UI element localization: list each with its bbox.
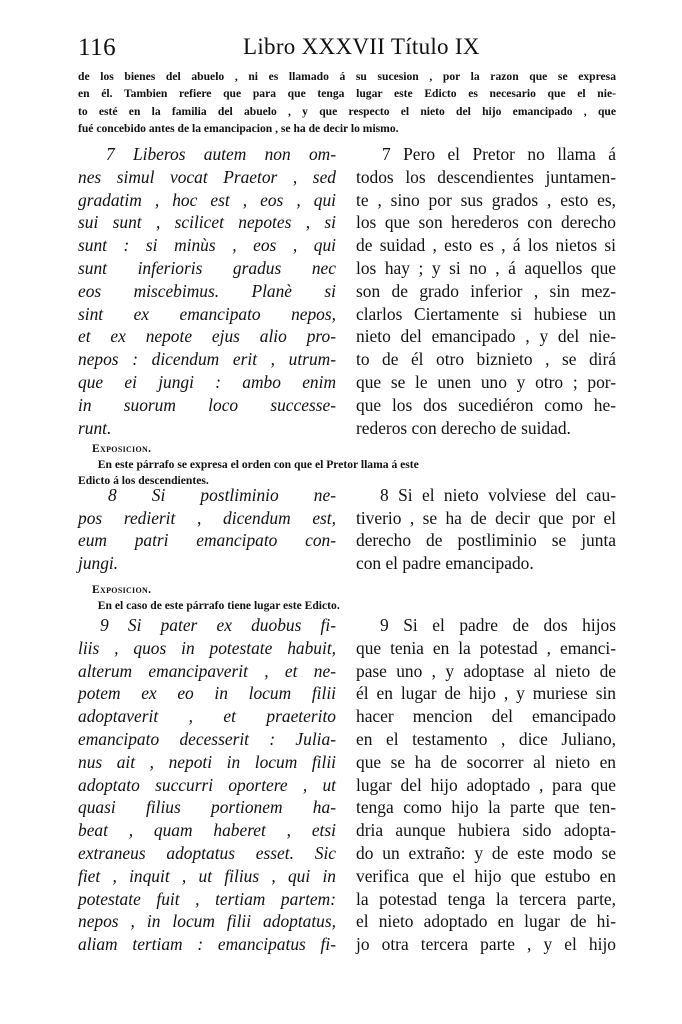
running-title: Libro XXXVII Título IX <box>243 34 480 59</box>
latin-line: sunt : si minùs , eos , qui <box>78 235 336 256</box>
exposicion-text: En este párrafo se expresa el orden con que el Pretor llama á este <box>97 458 419 471</box>
latin-text-section-8 <box>78 484 336 574</box>
exposicion-label: Exposicion. <box>92 583 152 596</box>
spanish-line: te , sino por sus grados , esto es, <box>356 189 616 210</box>
intro-line: to esté en la familia del abuelo , y que respecto el nieto del hijo emancipado , que <box>78 104 616 118</box>
spanish-line: él en lugar de hijo , y muriese sin <box>356 683 616 704</box>
spanish-line: hacer mencion del emancipado <box>356 706 616 727</box>
latin-text-section-9 <box>78 614 336 956</box>
exposicion-line: Edicto á los descendientes. <box>78 474 209 487</box>
latin-line: nepos , in locum filii adoptatus, <box>78 911 336 932</box>
exposicion-section-8 <box>92 582 616 614</box>
latin-line: 8 Si postliminio ne- <box>108 485 336 505</box>
latin-line: in suorum loco successe- <box>78 394 336 415</box>
latin-line: liis , quos in potestate habuit, <box>78 637 336 658</box>
spanish-line: 7 Pero el Pretor no llama á <box>382 144 616 164</box>
exposicion-text: En el caso de este párrafo tiene lugar este Edicto. <box>97 599 340 612</box>
latin-line: que ei jungi : ambo enim <box>78 371 336 392</box>
spanish-line: 8 Si el nieto volviese del cau- <box>380 485 616 505</box>
latin-line: eum patri emancipato con- <box>78 530 336 550</box>
latin-line: adoptato succurri oportere , ut <box>78 774 336 795</box>
latin-line: alterum emancipaverit , et ne- <box>78 660 336 681</box>
spanish-line: verifica que el hijo que estubo en <box>356 865 616 886</box>
spanish-line: en el testamento , dice Juliano, <box>356 728 616 749</box>
page-number: 116 <box>78 34 117 61</box>
latin-line: et ex nepote ejus alio pro- <box>78 326 336 347</box>
latin-line: potem ex eo in locum filii <box>78 683 336 704</box>
latin-line: sui sunt , scilicet nepotes , si <box>78 212 336 233</box>
spanish-line: la potestad tenga la tercera parte, <box>356 888 616 909</box>
latin-line: jungi. <box>78 552 119 573</box>
spanish-line: to de él otro biznieto , se dirá <box>356 349 616 370</box>
latin-line: sunt inferioris gradus nec <box>78 257 336 278</box>
exposicion-section-7 <box>78 441 616 489</box>
latin-line: adoptaverit , et praeterito <box>78 706 336 727</box>
latin-line: eos miscebimus. Planè si <box>78 280 336 301</box>
spanish-line: derecho de postliminio se junta <box>356 530 616 550</box>
latin-line: runt. <box>78 417 112 438</box>
spanish-line: con el padre emancipado. <box>356 552 534 573</box>
latin-line: aliam tertiam : emancipatus fi- <box>78 934 336 955</box>
page-header <box>78 34 618 64</box>
spanish-line: que tenia en la potestad , emanci- <box>356 637 616 658</box>
intro-line: de los bienes del abuelo , ni es llamado á su sucesion , por la razon que se expresa <box>78 70 616 83</box>
latin-line: 7 Liberos autem non om- <box>106 144 336 164</box>
latin-line: fiet , inquit , ut filius , qui in <box>78 865 336 886</box>
spanish-line: nieto del emancipado , y del nie- <box>356 326 616 347</box>
latin-line: nus ait , nepoti in locum filii <box>78 751 336 772</box>
spanish-line: el nieto adoptado en lugar de hi- <box>356 911 616 932</box>
latin-line: nepos : dicendum erit , utrum- <box>78 349 336 370</box>
spanish-line: jo otra tercera parte , y el hijo <box>356 934 616 955</box>
spanish-text-section-9 <box>356 614 616 956</box>
latin-line: quasi filius portionem ha- <box>78 797 336 818</box>
exposicion-line <box>92 582 616 614</box>
spanish-line: que los dos sucediéron como he- <box>356 394 616 415</box>
spanish-line: de suidad , esto es , á los nietos si <box>356 235 616 256</box>
latin-line: emancipato decesserit : Julia- <box>78 728 336 749</box>
intro-paragraph <box>78 68 616 137</box>
latin-line: sint ex emancipato nepos, <box>78 303 336 324</box>
latin-line: 9 Si pater ex duobus fi- <box>100 615 336 635</box>
spanish-line: pase uno , y adoptase al nieto de <box>356 660 616 681</box>
latin-line: extraneus adoptatus esset. Sic <box>78 842 336 863</box>
spanish-line: clarlos Ciertamente si hubiese un <box>356 303 616 324</box>
spanish-line: tiverio , se ha de decir que por el <box>356 507 616 528</box>
spanish-line: los que son herederos con derecho <box>356 212 616 233</box>
spanish-line: que se ha de socorrer al nieto en <box>356 751 616 772</box>
latin-line: beat , quam haberet , etsi <box>78 820 336 841</box>
latin-line: nes simul vocat Praetor , sed <box>78 166 336 187</box>
latin-line: gradatim , hoc est , eos , qui <box>78 189 336 210</box>
spanish-line: tenga como hijo la parte que ten- <box>356 797 616 818</box>
spanish-text-section-8 <box>356 484 616 574</box>
latin-line: pos redierit , dicendum est, <box>78 507 336 528</box>
spanish-line: son de grado inferior , sin mez- <box>356 280 616 301</box>
latin-line: potestate fuit , tertiam partem: <box>78 888 336 909</box>
spanish-line: que se le unen uno y otro ; por- <box>356 371 616 392</box>
exposicion-line <box>92 441 616 473</box>
intro-line: fué concebido antes de la emancipacion , se ha de decir lo mismo. <box>78 121 399 135</box>
exposicion-label: Exposicion. <box>92 442 152 455</box>
latin-text-section-7 <box>78 143 336 439</box>
spanish-line: lugar del hijo adoptado , para que <box>356 774 616 795</box>
spanish-line: rederos con derecho de suidad. <box>356 417 571 438</box>
spanish-line: dria aunque hubiera sido adopta- <box>356 820 616 841</box>
spanish-line: do un extraño: y de este modo se <box>356 842 616 863</box>
spanish-text-section-7 <box>356 143 616 439</box>
spanish-line: 9 Si el padre de dos hijos <box>380 615 616 635</box>
intro-line: en él. Tambien refiere que para que tenga lugar este Edicto es necesario que el nie- <box>78 87 616 101</box>
spanish-line: los hay ; y si no , á aquellos que <box>356 257 616 278</box>
spanish-line: todos los descendientes juntamen- <box>356 166 616 187</box>
